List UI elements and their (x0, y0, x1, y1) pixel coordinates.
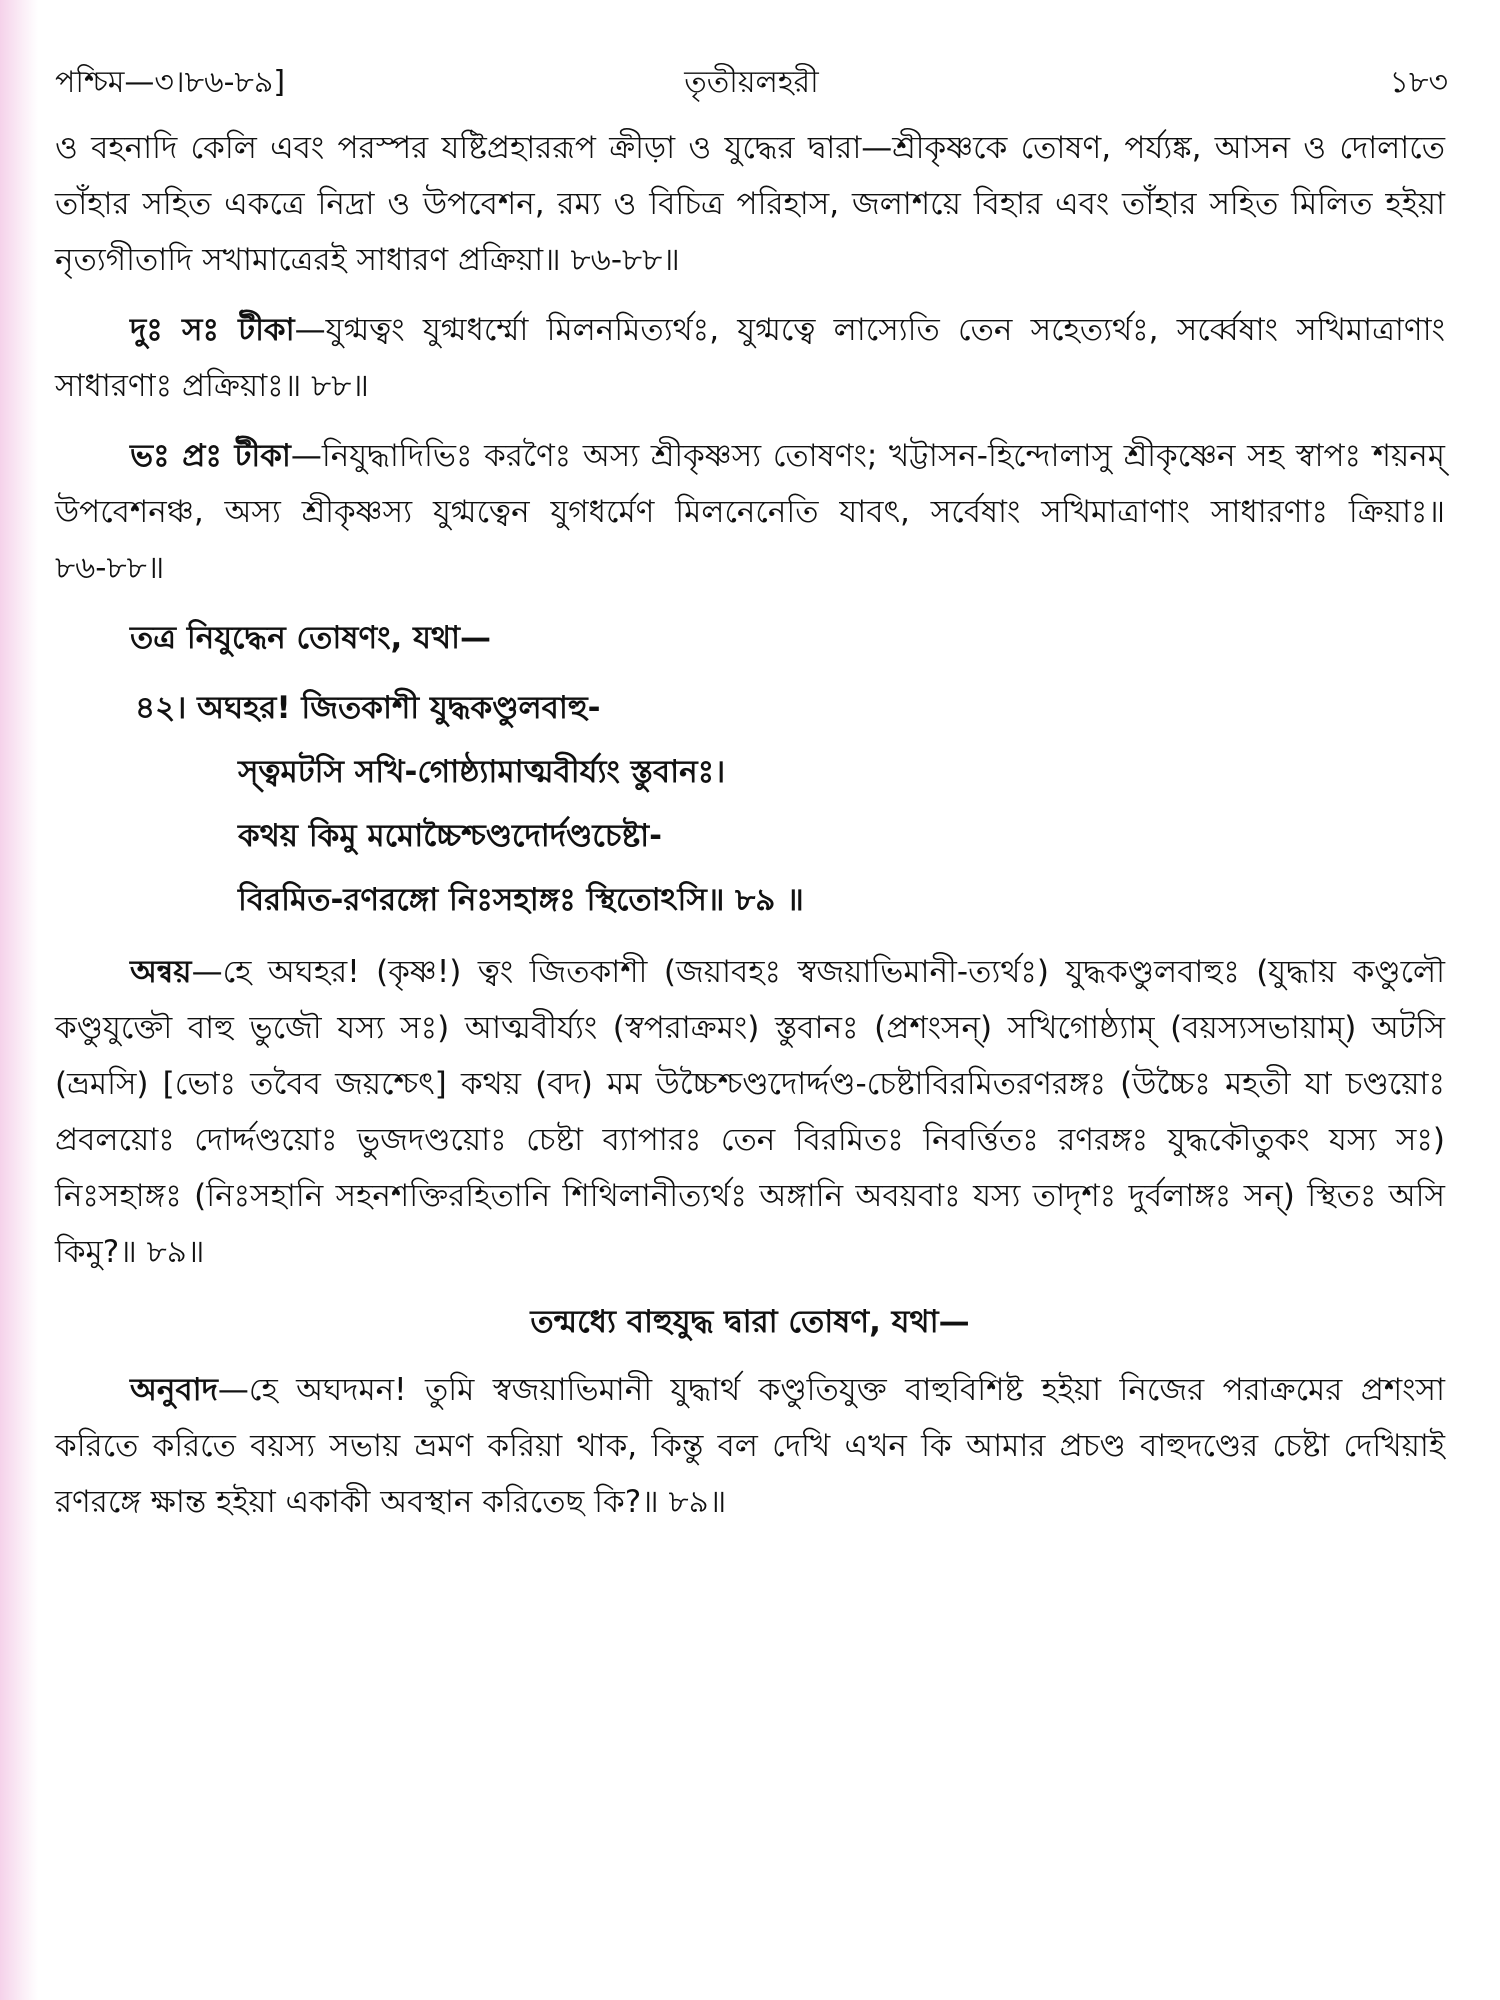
page-number: ১৮৩ (1389, 65, 1448, 100)
page-body (55, 120, 1445, 1544)
page-edge (0, 0, 38, 2000)
translation-text: —হে অঘদমন! তুমি স্বজয়াভিমানী যুদ্ধার্থ কণ্ডুতিযুক্ত বাহুবিশিষ্ট হইয়া নিজের পরাক্রমের প্রশংসা করিতে করিতে বয়স্য সভায় ভ্রমণ করিয়া থাক, কিন্তু বল দেখি এখন কি আমার প্রচণ্ড বাহুদণ্ডের চেষ্টা দেখিয়াই রণরঙ্গে ক্ষান্ত হইয়া একাকী অবস্থান করিতেছ কি?॥ ৮৯॥ (55, 1372, 1445, 1520)
verse-line-2: স্ত্বমটসি সখি-গোষ্ঠ্যামাত্মবীর্য্যং স্তুবানঃ। (238, 754, 726, 790)
sanskrit-verse (55, 676, 1445, 932)
running-header (55, 48, 1448, 108)
anvaya-text: —হে অঘহর! (কৃষ্ণ!) ত্বং জিতকাশী (জয়াবহঃ স্বজয়াভিমানী-ত্যর্থঃ) যুদ্ধকণ্ডুলবাহুঃ (যুদ্ধায় কণ্ডুলৌ কণ্ডুযুক্তৌ বাহু ভুজৌ যস্য সঃ) আত্মবীর্য্যং (স্বপরাক্রমং) স্তুবানঃ (প্রশংসন্) সখিগোষ্ঠ্যাম্ (বয়স্যসভায়াম্) অটসি (ভ্রমসি) [ভোঃ তবৈব জয়শ্চেৎ] কথয় (বদ) মম উচ্চৈশ্চণ্ডদোর্দ্দণ্ড-চেষ্টাবিরমিতরণরঙ্গঃ (উচ্চৈঃ মহতী যা চণ্ডয়োঃ প্রবলয়োঃ দোর্দ্দণ্ডয়োঃ ভুজদণ্ডয়োঃ চেষ্টা ব্যাপারঃ তেন বিরমিতঃ নিবর্ত্তিতঃ রণরঙ্গঃ যুদ্ধকৌতুকং যস্য সঃ) নিঃসহাঙ্গঃ (নিঃসহানি সহনশক্তিরহিতানি শিথিলানীত্যর্থঃ অঙ্গানি অবয়বাঃ যস্য তাদৃশঃ দুর্বলাঙ্গঃ সন্) স্থিতঃ অসি কিমু?॥ ৮৯॥ (55, 954, 1445, 1270)
section-heading: তত্র নিযুদ্ধেন তোষণং, যথা— (130, 620, 492, 656)
commentary-bhakti (55, 428, 1445, 596)
commentary-durgama (55, 302, 1445, 414)
translation-label: অনুবাদ (130, 1372, 218, 1408)
commentary-label: ভঃ প্রঃ টীকা (130, 438, 291, 474)
commentary-label: দুঃ সঃ টীকা (130, 312, 295, 348)
header-chapter-title: তৃতীয়লহরী (684, 65, 819, 100)
commentary-text: —নিযুদ্ধাদিভিঃ করণৈঃ অস্য শ্রীকৃষ্ণস্য তোষণং; খট্টাসন-হিন্দোলাসু শ্রীকৃষ্ণেন সহ স্বাপঃ শয়নম্ উপবেশনঞ্চ, অস্য শ্রীকৃষ্ণস্য যুগ্মত্বেন যুগধর্মেণ মিলনেনেতি যাবৎ, সর্বেষাং সখিমাত্রাণাং সাধারণাঃ ক্রিয়াঃ॥ ৮৬-৮৮॥ (55, 438, 1445, 586)
anvaya-label: অন্বয় (130, 954, 192, 990)
anvaya-paragraph (55, 944, 1445, 1280)
verse-line-3: কথয় কিমু মমোচ্চৈশ্চণ্ডদোর্দণ্ডচেষ্টা- (238, 818, 662, 854)
paragraph-continuation: ও বহনাদি কেলি এবং পরস্পর যষ্টিপ্রহাররূপ ক্রীড়া ও যুদ্ধের দ্বারা—শ্রীকৃষ্ণকে তোষণ, পর্য্যঙ্ক, আসন ও দোলাতে তাঁহার সহিত একত্রে নিদ্রা ও উপবেশন, রম্য ও বিচিত্র পরিহাস, জলাশয়ে বিহার এবং তাঁহার সহিত মিলিত হইয়া নৃত্যগীতাদি সখামাত্রেরই সাধারণ প্রক্রিয়া॥ ৮৬-৮৮॥ (55, 130, 1445, 278)
header-section-ref: পশ্চিম—৩।৮৬-৮৯] (55, 65, 286, 100)
section-heading-2: তন্মধ্যে বাহুযুদ্ধ দ্বারা তোষণ, যথা— (530, 1304, 970, 1340)
commentary-text: —যুগ্মত্বং যুগ্মধর্ম্মো মিলনমিত্যর্থঃ, যুগ্মত্বে লাস্যেতি তেন সহেত্যর্থঃ, সর্ব্বেষাং সখিমাত্রাণাং সাধারণাঃ প্রক্রিয়াঃ॥ ৮৮॥ (55, 312, 1445, 404)
verse-line-1: ৪২। অঘহর! জিতকাশী যুদ্ধকণ্ডুলবাহু- (135, 690, 601, 726)
translation-paragraph (55, 1362, 1445, 1530)
verse-line-4: বিরমিত-রণরঙ্গো নিঃসহাঙ্গঃ স্থিতোঽসি॥ ৮৯ ॥ (238, 882, 804, 918)
